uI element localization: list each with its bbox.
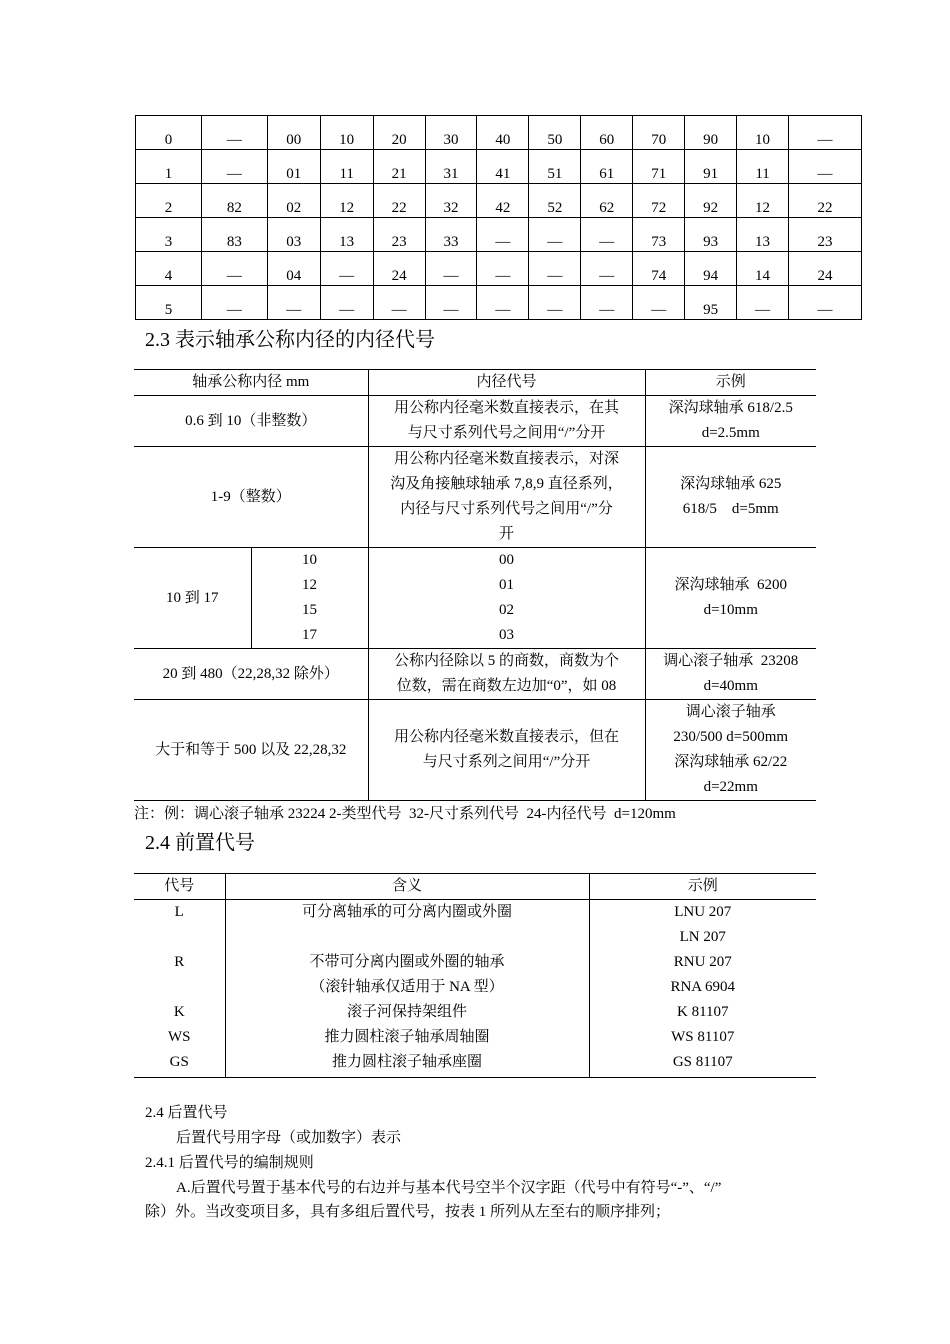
series-cell: 74 <box>633 252 685 286</box>
series-cell: — <box>477 252 529 286</box>
series-row <box>136 218 862 252</box>
series-cell: 92 <box>685 184 737 218</box>
series-cell: — <box>320 286 373 320</box>
series-cell: 52 <box>529 184 581 218</box>
row1-example: 深沟球轴承 618/2.5 d=2.5mm <box>645 396 816 447</box>
series-cell: — <box>477 218 529 252</box>
row5-code: 用公称内径毫米数直接表示，但在 与尺寸系列之间用“/”分开 <box>368 700 645 801</box>
series-cell: 03 <box>267 218 320 252</box>
series-cell: 10 <box>320 116 373 150</box>
series-cell: — <box>581 218 633 252</box>
series-cell: 70 <box>633 116 685 150</box>
series-cell: — <box>633 286 685 320</box>
series-cell: — <box>201 286 267 320</box>
series-cell: 90 <box>685 116 737 150</box>
series-cell: 22 <box>373 184 425 218</box>
series-row <box>136 252 862 286</box>
series-cell: 0 <box>136 116 202 150</box>
series-cell: — <box>789 150 862 184</box>
series-cell: 41 <box>477 150 529 184</box>
series-cell: 72 <box>633 184 685 218</box>
series-cell: 13 <box>320 218 373 252</box>
series-cell: 73 <box>633 218 685 252</box>
series-cell: 11 <box>320 150 373 184</box>
series-cell: 93 <box>685 218 737 252</box>
series-cell: 51 <box>529 150 581 184</box>
header-example: 示例 <box>645 370 816 396</box>
series-cell: 13 <box>737 218 789 252</box>
series-cell: 2 <box>136 184 202 218</box>
series-cell: 01 <box>267 150 320 184</box>
series-cell: — <box>529 252 581 286</box>
series-row <box>136 184 862 218</box>
series-cell: — <box>581 252 633 286</box>
suffix-intro: 后置代号用字母（或加数字）表示 <box>176 1130 402 1146</box>
series-cell: 50 <box>529 116 581 150</box>
series-cell: 14 <box>737 252 789 286</box>
header-code: 代号 <box>134 874 225 900</box>
series-cell: 82 <box>201 184 267 218</box>
series-cell: 00 <box>267 116 320 150</box>
series-row <box>136 286 862 320</box>
series-cell: 83 <box>201 218 267 252</box>
series-cell: — <box>201 116 267 150</box>
series-cell: 61 <box>581 150 633 184</box>
row5-range: 大于和等于 500 以及 22,28,32 <box>134 700 368 801</box>
bore-code-note: 注：例：调心滚子轴承 23224 2-类型代号 32-尺寸系列代号 24-内径代号 d=120mm <box>134 806 676 822</box>
series-cell: 11 <box>737 150 789 184</box>
series-cell: — <box>529 286 581 320</box>
series-cell: 62 <box>581 184 633 218</box>
series-row <box>136 116 862 150</box>
series-cell: — <box>201 252 267 286</box>
series-cell: — <box>789 116 862 150</box>
series-cell: 91 <box>685 150 737 184</box>
dimension-series-table <box>135 115 862 320</box>
prefix-examples: LNU 207 LN 207 RNU 207 RNA 6904 K 81107 WS 81107 GS 81107 <box>589 900 816 1078</box>
series-cell: 02 <box>267 184 320 218</box>
series-row <box>136 150 862 184</box>
series-cell: — <box>320 252 373 286</box>
row3-range: 10 到 17 <box>134 548 251 649</box>
series-cell: 12 <box>320 184 373 218</box>
series-cell: 4 <box>136 252 202 286</box>
header-example: 示例 <box>589 874 816 900</box>
prefix-meanings: 可分离轴承的可分离内圈或外圈 不带可分离内圈或外圈的轴承 （滚针轴承仅适用于 NA 型） 滚子河保持架组件 推力圆柱滚子轴承周轴圈 推力圆柱滚子轴承座圈 <box>225 900 589 1078</box>
series-cell: 21 <box>373 150 425 184</box>
suffix-rule-a-line2: 除）外。当改变项目多，具有多组后置代号，按表 1 所列从左至右的顺序排列； <box>145 1204 671 1220</box>
series-cell: — <box>529 218 581 252</box>
header-meaning: 含义 <box>225 874 589 900</box>
series-cell: 10 <box>737 116 789 150</box>
header-bore-code: 内径代号 <box>368 370 645 396</box>
row2-code: 用公称内径毫米数直接表示，对深 沟及角接触球轴承 7,8,9 直径系列， 内径与尺寸系列代号之间用“/”分 开 <box>368 447 645 548</box>
series-cell: — <box>425 286 477 320</box>
series-cell: 23 <box>789 218 862 252</box>
series-cell: 3 <box>136 218 202 252</box>
series-cell: 60 <box>581 116 633 150</box>
row5-example: 调心滚子轴承 230/500 d=500mm 深沟球轴承 62/22 d=22mm <box>645 700 816 801</box>
series-cell: 04 <box>267 252 320 286</box>
series-cell: 32 <box>425 184 477 218</box>
series-cell: — <box>477 286 529 320</box>
row3-codes: 00 01 02 03 <box>368 548 645 649</box>
series-cell: 22 <box>789 184 862 218</box>
row2-example: 深沟球轴承 625 618/5 d=5mm <box>645 447 816 548</box>
series-cell: — <box>373 286 425 320</box>
row4-code: 公称内径除以 5 的商数，商数为个 位数，需在商数左边加“0”，如 08 <box>368 649 645 700</box>
series-cell: 95 <box>685 286 737 320</box>
series-cell: 1 <box>136 150 202 184</box>
series-cell: 42 <box>477 184 529 218</box>
prefix-codes: L R K WS GS <box>168 904 191 1070</box>
series-cell: 94 <box>685 252 737 286</box>
bore-code-table <box>134 369 816 801</box>
series-cell: 30 <box>425 116 477 150</box>
series-cell: 12 <box>737 184 789 218</box>
row1-range: 0.6 到 10（非整数） <box>134 396 368 447</box>
suffix-rule-heading: 2.4.1 后置代号的编制规则 <box>145 1155 314 1171</box>
series-cell: 33 <box>425 218 477 252</box>
series-cell: 24 <box>373 252 425 286</box>
row4-example: 调心滚子轴承 23208 d=40mm <box>645 649 816 700</box>
suffix-rule-a-line1: A.后置代号置于基本代号的右边并与基本代号空半个汉字距（代号中有符号“-”、“/” <box>176 1180 722 1196</box>
series-cell: 31 <box>425 150 477 184</box>
series-cell: 24 <box>789 252 862 286</box>
header-bore-size: 轴承公称内径 mm <box>192 374 310 390</box>
series-cell: 40 <box>477 116 529 150</box>
series-cell: — <box>737 286 789 320</box>
row1-code: 用公称内径毫米数直接表示，在其 与尺寸系列代号之间用“/”分开 <box>368 396 645 447</box>
series-cell: — <box>789 286 862 320</box>
series-cell: 71 <box>633 150 685 184</box>
row3-example: 深沟球轴承 6200 d=10mm <box>645 548 816 649</box>
prefix-code-table <box>134 873 816 1078</box>
row2-range: 1-9（整数） <box>134 447 368 548</box>
series-cell: — <box>425 252 477 286</box>
series-cell: 23 <box>373 218 425 252</box>
series-cell: 20 <box>373 116 425 150</box>
series-cell: — <box>267 286 320 320</box>
suffix-heading: 2.4 后置代号 <box>145 1105 228 1121</box>
row4-range: 20 到 480（22,28,32 除外） <box>134 649 368 700</box>
series-cell: — <box>201 150 267 184</box>
section-2-4-title: 2.4 前置代号 <box>145 832 255 854</box>
row3-sizes: 10 12 15 17 <box>251 548 368 649</box>
series-cell: 5 <box>136 286 202 320</box>
series-cell: — <box>581 286 633 320</box>
section-2-3-title: 2.3 表示轴承公称内径的内径代号 <box>145 329 435 351</box>
